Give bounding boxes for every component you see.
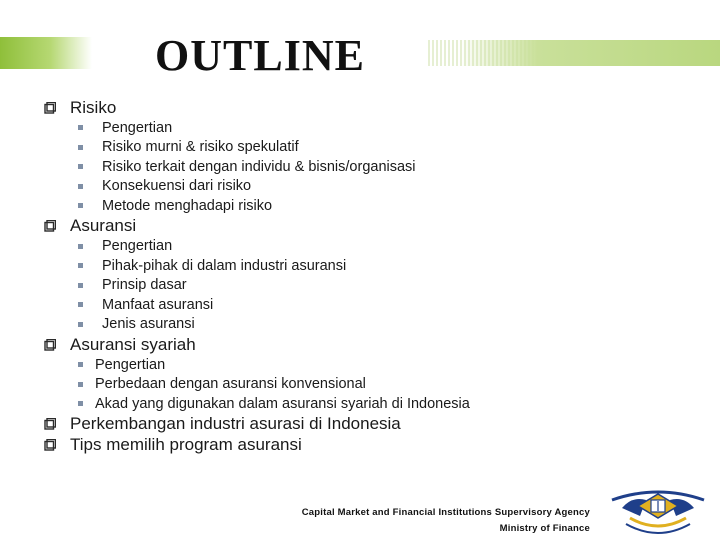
list-item-text: Risiko murni & risiko spekulatif (102, 139, 299, 156)
list-item (44, 118, 684, 138)
outline-list (44, 97, 684, 456)
outline-item-asuransi (44, 216, 684, 237)
square-bullet-icon (78, 145, 83, 150)
outline-item-label: Tips memilih program asuransi (70, 435, 302, 454)
sublist-asuransi (44, 237, 684, 335)
outline-item-label: Risiko (70, 97, 117, 117)
footer-agency-name: Capital Market and Financial Institutions Supervisory Agency (301, 507, 590, 518)
checkbox-bullet-icon (44, 220, 56, 232)
outline-item-label: Perkembangan industri asurasi di Indonesia (70, 414, 401, 433)
square-bullet-icon (78, 125, 83, 130)
list-item-text: Pengertian (95, 356, 166, 373)
list-item-text: Prinsip dasar (102, 277, 187, 294)
square-bullet-icon (78, 302, 83, 307)
checkbox-bullet-icon (44, 102, 56, 114)
outline-item-risiko (44, 97, 684, 118)
list-item-text: Metode menghadapi risiko (102, 197, 273, 214)
square-bullet-icon (78, 263, 83, 268)
square-bullet-icon (78, 164, 83, 169)
list-item-text: Akad yang digunakan dalam asuransi syariah di Indonesia (95, 395, 470, 412)
sublist-risiko (44, 118, 684, 216)
list-item (44, 394, 684, 414)
list-item (44, 355, 684, 375)
footer-agency (302, 505, 590, 537)
square-bullet-icon (78, 283, 83, 288)
square-bullet-icon (78, 244, 83, 249)
outline-item-label: Asuransi syariah (70, 334, 196, 354)
footer-ministry-name: Ministry of Finance (499, 523, 590, 534)
outline-item-label: Asuransi (70, 216, 137, 235)
outline-item-perkembangan (44, 414, 684, 435)
list-item (44, 375, 684, 395)
list-item-text: Perbedaan dengan asuransi konvensional (95, 376, 366, 393)
checkbox-bullet-icon (44, 418, 56, 430)
square-bullet-icon (78, 184, 83, 189)
list-item-text: Konsekuensi dari risiko (102, 178, 252, 195)
list-item-text: Pengertian (102, 119, 173, 136)
checkbox-bullet-icon (44, 339, 56, 351)
square-bullet-icon (78, 362, 83, 367)
square-bullet-icon (78, 203, 83, 208)
list-item (44, 276, 684, 296)
square-bullet-icon (78, 322, 83, 327)
list-item (44, 177, 684, 197)
list-item (44, 157, 684, 177)
list-item-text: Pihak-pihak di dalam industri asuransi (102, 257, 347, 274)
outline-item-asuransi-syariah (44, 334, 684, 355)
list-item (44, 315, 684, 335)
ministry-emblem-icon (608, 488, 708, 541)
list-item-text: Pengertian (102, 238, 173, 255)
square-bullet-icon (78, 401, 83, 406)
list-item (44, 237, 684, 257)
header-band-right (428, 40, 720, 66)
checkbox-bullet-icon (44, 439, 56, 451)
slide-title: OUTLINE (155, 31, 365, 80)
list-item (44, 295, 684, 315)
list-item-text: Risiko terkait dengan individu & bisnis/organisasi (102, 158, 416, 175)
list-item (44, 196, 684, 216)
outline-item-tips (44, 435, 684, 456)
list-item (44, 256, 684, 276)
list-item-text: Jenis asuransi (102, 316, 195, 333)
sublist-asuransi-syariah (44, 355, 684, 414)
header-band-left (0, 37, 92, 69)
list-item-text: Manfaat asuransi (102, 296, 214, 313)
list-item (44, 138, 684, 158)
square-bullet-icon (78, 382, 83, 387)
